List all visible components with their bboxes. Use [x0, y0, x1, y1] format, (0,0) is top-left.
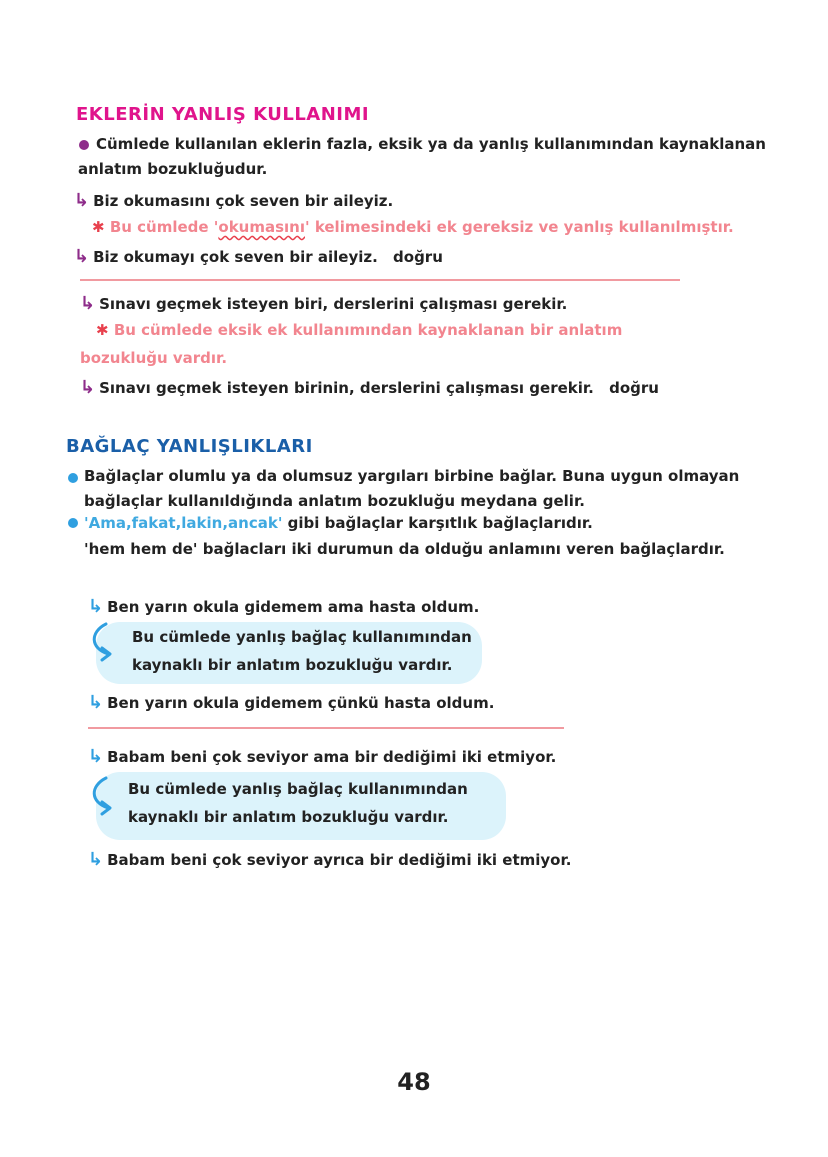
section2-bullet2-line1	[84, 514, 593, 532]
section2-title: BAĞLAÇ YANLIŞLIKLARI	[66, 436, 313, 457]
box-line2: kaynaklı bir anlatım bozukluğu vardır.	[132, 656, 453, 674]
bullet-icon	[68, 518, 78, 528]
box-line1: Bu cümlede yanlış bağlaç kullanımından	[128, 780, 468, 798]
section1-example1-note	[92, 218, 734, 236]
curved-arrow-icon	[86, 620, 126, 664]
sentence-text: Babam beni çok seviyor ama bir dediğimi iki etmiyor.	[107, 748, 557, 766]
divider	[88, 727, 564, 729]
sentence-text: Biz okumayı çok seven bir aileyiz.	[93, 248, 378, 266]
section1-example2-note-line1	[96, 321, 622, 339]
section2-example1-wrong	[88, 596, 479, 617]
section1-example2-wrong	[80, 293, 567, 314]
section1-example1-wrong	[74, 190, 393, 211]
note-highlight-word: okumasını	[218, 218, 305, 236]
correct-tag: doğru	[609, 379, 659, 397]
section2-example1-correct	[88, 692, 494, 713]
arrow-icon: ↳	[88, 692, 104, 713]
sentence-text: Biz okumasını çok seven bir aileyiz.	[93, 192, 394, 210]
conjunction-highlight: 'Ama,fakat,lakin,ancak'	[84, 514, 283, 532]
section1-example1-correct	[74, 246, 443, 267]
section1-definition-line1: Cümlede kullanılan eklerin fazla, eksik ya da yanlış kullanımından kaynaklanan	[96, 135, 766, 153]
section1-example2-correct	[80, 377, 659, 398]
sentence-text: Sınavı geçmek isteyen biri, derslerini çalışması gerekir.	[99, 295, 568, 313]
arrow-icon: ↳	[88, 746, 104, 767]
asterisk-icon: ✱	[92, 218, 105, 236]
bullet-icon	[68, 473, 78, 483]
correct-tag: doğru	[393, 248, 443, 266]
sentence-text: Ben yarın okula gidemem çünkü hasta oldum.	[107, 694, 495, 712]
page-number: 48	[397, 1068, 431, 1096]
section1-example2-note-line2: bozukluğu vardır.	[80, 349, 228, 367]
arrow-icon: ↳	[74, 246, 90, 267]
sentence-text: Babam beni çok seviyor ayrıca bir dediğimi iki etmiyor.	[107, 851, 572, 869]
sentence-text: Sınavı geçmek isteyen birinin, derslerini çalışması gerekir.	[99, 379, 594, 397]
box-line1: Bu cümlede yanlış bağlaç kullanımından	[132, 628, 472, 646]
bullet-text: gibi bağlaçlar karşıtlık bağlaçlarıdır.	[282, 514, 593, 532]
arrow-icon: ↳	[88, 596, 104, 617]
note-text: Bu cümlede eksik ek kullanımından kaynaklanan bir anlatım	[113, 321, 623, 339]
section2-bullet2-line2: 'hem hem de' bağlacları iki durumun da olduğu anlamını veren bağlaçlardır.	[84, 540, 725, 558]
section1-definition-line2: anlatım bozukluğudur.	[78, 160, 268, 178]
box-line2: kaynaklı bir anlatım bozukluğu vardır.	[128, 808, 449, 826]
curved-arrow-icon	[86, 774, 126, 818]
note-text-pre: Bu cümlede '	[109, 218, 219, 236]
arrow-icon: ↳	[80, 293, 96, 314]
bullet-icon	[79, 140, 89, 150]
section2-bullet1-line1: Bağlaçlar olumlu ya da olumsuz yargıları birbine bağlar. Buna uygun olmayan	[84, 467, 740, 485]
arrow-icon: ↳	[74, 190, 90, 211]
section1-title: EKLERİN YANLIŞ KULLANIMI	[76, 104, 370, 125]
note-text-post: ' kelimesindeki ek gereksiz ve yanlış kullanılmıştır.	[305, 218, 734, 236]
divider	[80, 279, 680, 281]
sentence-text: Ben yarın okula gidemem ama hasta oldum.	[107, 598, 480, 616]
section2-example2-correct	[88, 849, 571, 870]
section2-example2-wrong	[88, 746, 556, 767]
arrow-icon: ↳	[88, 849, 104, 870]
asterisk-icon: ✱	[96, 321, 109, 339]
arrow-icon: ↳	[80, 377, 96, 398]
section2-bullet1-line2: bağlaçlar kullanıldığında anlatım bozukluğu meydana gelir.	[84, 492, 585, 510]
